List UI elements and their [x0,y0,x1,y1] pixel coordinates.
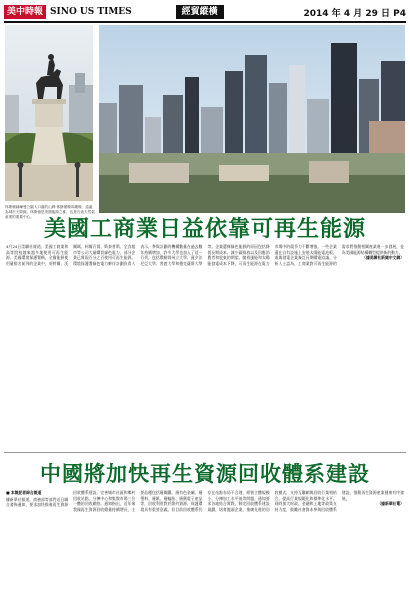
masthead-rule [4,21,406,23]
dateline: 2014 年 4 月 29 日 P4 [303,8,406,19]
photo-caption: 休斯頓赫爾曼公園入口處的山姆·休斯頓騎馬雕像，遠處為城市天際線。休斯頓是美國能源之都，也是石油天然氣產業的重要中心。 [5,205,95,220]
newspaper-logo: 美中時報 [4,5,46,19]
article-byline: ■ 本報記者綜合報道 [6,490,42,495]
article-divider [4,452,406,453]
newspaper-brand: SINO US TIMES [50,7,132,17]
article-headline-2: 中國將加快再生資源回收體系建設 [40,462,370,486]
article-text: 4月24日美聯社報道，美國工商業和高等院校越來越多地使用可再生能源。美國環境保護署稱，全國能源使用量排名前列的企業中，英特爾、沃爾瑪、柯爾百貨、斯泰普斯、全食超市等公司大量購買綠色電力，部分企業已實現百分之百使用可再生能源。環境保護署綠色電力夥伴計劃負責人表示，參與計劃的機構數量在過去數年持續增加，許多大學也加入了這一行列，包括俄勒岡州立大學、賓夕法尼亞大學、普渡大學和德克薩斯大學等。企業選擇綠色能源的原因包括降低長期成本、減少碳排放以及回應消費者和股東的期望。隨着風能和太陽能發電成本下降，可再生能源在電力市場中的競爭力不斷增強。一些企業還在自有設施上安裝太陽能電池板，或與發電企業簽訂長期購電協議。分析人士認為，工商業對可再生能源的需求將推動相關產業進一步發展，並為美國能源結構轉型提供新的動力。 [6,244,404,266]
article-signature-2: （據新華社電） [377,501,404,506]
article-signature: （據美聯社新聞中文網） [362,255,404,260]
statue-photo [5,25,93,201]
article-text-2: 據新華社報道，商務部等部門近日聯合發佈通知，要求加快推進再生資源回收體系建設，完善城市社區和鄉村回收站點、分揀中心和集散市場三位一體的回收網絡。通知指出，近年來我國再生資源回收總量持續增長，主要品種包括廢鋼鐵、廢有色金屬、廢塑料、廢紙、廢輪胎、廢舊電子產品等，回收利用對於節約資源、保護環境具有重要意義。但目前回收體系仍存在站點布局不合理、經營主體規模小、分揀加工水平低等問題。通知要求各地結合實際，制定回收體系建設規劃，培育龍頭企業，推廣先進的回收模式，支持互聯網與回收行業相結合，提高行業規範化和標準化水平。同時加大財政、金融和土地等政策支持力度，鼓勵社會資本參與回收體系建設，推動再生資源產業健康有序發展。 [6,490,404,512]
article-body [6,244,404,450]
skyline-photo [99,25,405,213]
article-body-2 [6,490,404,594]
article-headline: 美國工商業日益依靠可再生能源 [43,217,366,242]
masthead [4,4,406,20]
section-label: 經貿縱橫 [176,5,224,19]
